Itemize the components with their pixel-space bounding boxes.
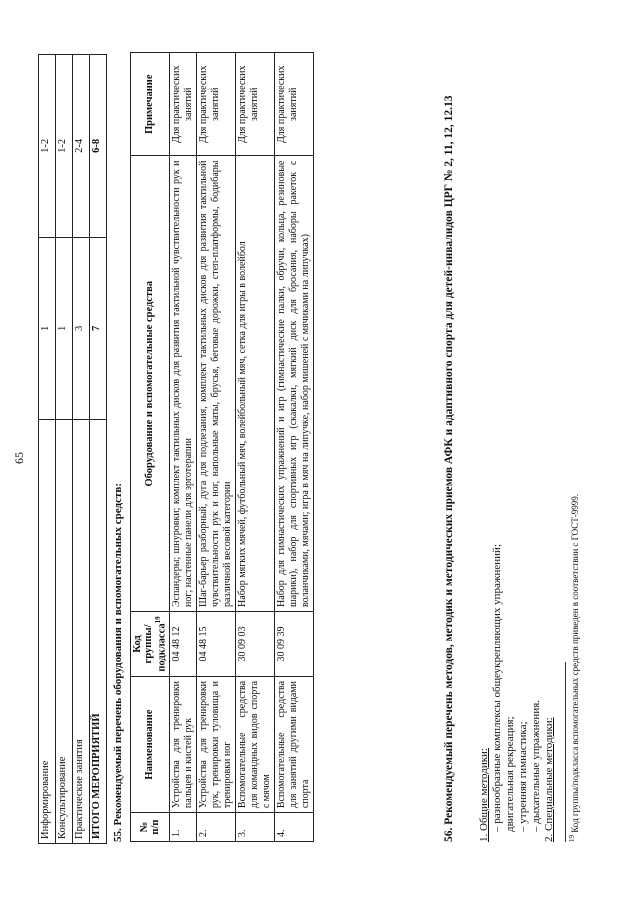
summary-value-1: 1 <box>56 237 73 420</box>
activities-summary-table <box>38 54 107 844</box>
summary-value-1: 7 <box>90 237 107 420</box>
row-note: Для практических занятий <box>169 53 196 157</box>
row-equipment: Эспандеры; шнуровки; комплект тактильных дисков для развития тактильной чувствительности рук и ног; настенные панели для эрготерапии <box>169 156 196 611</box>
summary-value-1: 3 <box>73 237 90 420</box>
row-note: Для практических занятий <box>196 53 235 157</box>
row-no: 3. <box>235 813 274 842</box>
row-name: Устройства для тренировки рук, тренировки туловища и тренировки ног <box>196 676 235 812</box>
equipment-row <box>235 53 274 842</box>
header-name: Наименование <box>131 676 170 812</box>
summary-label: Практические занятия <box>73 420 90 844</box>
summary-value-2: 2-4 <box>73 55 90 238</box>
methods-list <box>478 544 556 842</box>
footnote-marker: 19 <box>568 835 576 842</box>
row-equipment: Набор для гимнастических упражнений и игр (гимнастические палки, обручи, кольца, резиновые шарики), набор для спортивных игр (скакалки, мягкий диск для бросания, наборы ракеток с воланчиками, мячами; игра в мяч на липучке, набор мишеней с мячиками на липучках) <box>274 156 313 611</box>
section-56-title: 56. Рекомендуемый перечень методов, методик и методических приемов АФК и адаптивного спорта для детей-инвалидов ЦРГ № 2, 11, 12, 12.13 <box>443 95 455 842</box>
header-no: № п/п <box>131 813 170 842</box>
general-method-item: – разнообразные комплексы общеукрепляющих упражнений; <box>491 543 503 832</box>
summary-row <box>56 55 73 844</box>
header-note: Примечание <box>131 53 170 157</box>
equipment-row <box>196 53 235 842</box>
header-code-footnote-ref: 19 <box>154 616 162 624</box>
row-name: Вспомогательные средства для занятий другими видами спорта <box>274 676 313 812</box>
equipment-row <box>169 53 196 842</box>
row-code: 30 09 03 <box>235 611 274 676</box>
equipment-table <box>130 52 314 842</box>
special-methods-heading: 2. Специальные методики: <box>543 717 555 842</box>
summary-label: Консультирование <box>56 420 73 844</box>
footnote-separator <box>565 662 566 842</box>
summary-value-2: 6-8 <box>90 55 107 238</box>
row-note: Для практических занятий <box>274 53 313 157</box>
row-code: 04 48 12 <box>169 611 196 676</box>
row-no: 2. <box>196 813 235 842</box>
summary-label: ИТОГО МЕРОПРИЯТИЙ <box>90 420 107 844</box>
summary-value-2: 1-2 <box>56 55 73 238</box>
page-number: 65 <box>12 452 26 464</box>
general-method-item: – утренняя гимнастика; <box>517 721 529 832</box>
row-code: 04 48 15 <box>196 611 235 676</box>
summary-row <box>39 55 56 844</box>
general-methods-items <box>491 544 543 842</box>
footnote <box>568 494 580 842</box>
section-55-title: 55. Рекомендуемый перечень оборудования и вспомогательных средств: <box>112 483 124 842</box>
header-equipment: Оборудование и вспомогательные средства <box>131 156 170 611</box>
summary-row <box>90 55 107 844</box>
row-no: 4. <box>274 813 313 842</box>
row-name: Устройства для тренировки пальцев и кистей рук <box>169 676 196 812</box>
general-method-item: двигательная рекреация; <box>504 716 516 832</box>
general-methods-heading: 1. Общие методики: <box>478 748 490 842</box>
row-equipment: Шаг-барьер разборный, дуга для подлезания, комплект тактильных дисков для развития тактильной чувствительности рук и ног, напольные маты, брусья, беговые дорожки, степ-платформы, бодибары различной весовой категории <box>196 156 235 611</box>
equipment-table-header <box>131 53 170 842</box>
footnote-text: Код группы/подкласса вспомогательных средств приведен в соответствии с ГОСТ-9999. <box>570 494 580 833</box>
row-name: Вспомогательные средства для командных видов спорта с мячом <box>235 676 274 812</box>
row-note: Для практических занятий <box>235 53 274 157</box>
header-code-label: Код группы/ подкласса <box>132 623 168 672</box>
row-equipment: Набор мягких мячей, футбольный мяч, волейбольный мяч, сетка для игры в волейбол <box>235 156 274 611</box>
summary-value-1: 1 <box>39 237 56 420</box>
equipment-row <box>274 53 313 842</box>
summary-label: Информирование <box>39 420 56 844</box>
summary-row <box>73 55 90 844</box>
header-code <box>131 611 170 676</box>
general-method-item: – дыхательные упражнения. <box>530 699 542 832</box>
row-code: 30 09 39 <box>274 611 313 676</box>
row-no: 1. <box>169 813 196 842</box>
summary-value-2: 1-2 <box>39 55 56 238</box>
